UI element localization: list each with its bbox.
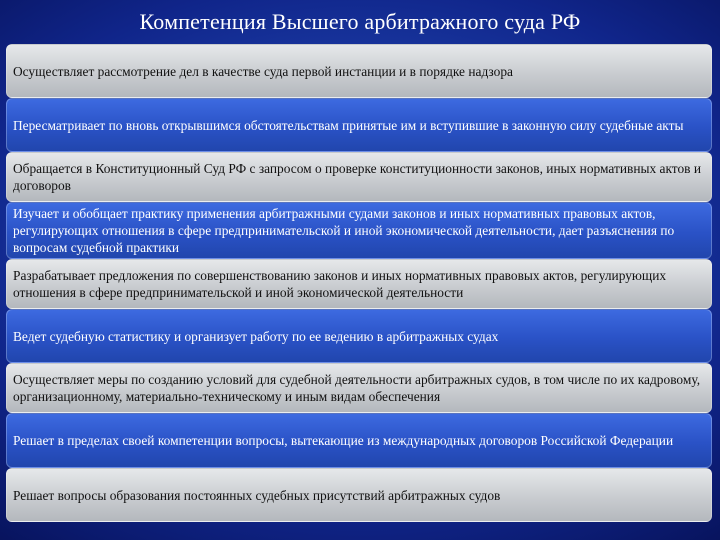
competence-item-text: Осуществляет рассмотрение дел в качестве суда первой инстанции и в порядке надзора [13, 63, 513, 79]
competence-item-8 [6, 413, 712, 468]
competence-item-text: Пересматривает по вновь открывшимся обстоятельствам принятые им и вступившие в законную силу судебные акты [13, 117, 684, 133]
competence-item-6 [6, 309, 712, 363]
competence-item-4 [6, 202, 712, 259]
competence-item-text: Осуществляет меры по созданию условий для судебной деятельности арбитражных судов, в том числе по их кадровому, организационному, материально-техническому и иным видам обеспечения [13, 372, 701, 404]
competence-item-1 [6, 44, 712, 98]
competence-list [6, 44, 712, 532]
competence-item-7 [6, 363, 712, 413]
competence-item-3 [6, 152, 712, 202]
competence-item-9 [6, 468, 712, 522]
competence-item-2 [6, 98, 712, 152]
competence-item-text: Обращается в Конституционный Суд РФ с запросом о проверке конституционности законов, иных нормативных актов и договоров [13, 161, 702, 193]
competence-item-text: Решает в пределах своей компетенции вопросы, вытекающие из международных договоров Российской Федерации [13, 433, 674, 448]
competence-item-text: Разрабатывает предложения по совершенствованию законов и иных нормативных правовых актов, регулирующих отношения в сфере предпринимательской и иной экономической деятельности [13, 268, 667, 300]
slide-title: Компетенция Высшего арбитражного суда РФ [139, 9, 581, 34]
competence-item-text: Ведет судебную статистику и организует работу по ее ведению в арбитражных судах [13, 328, 499, 344]
competence-item-5 [6, 259, 712, 309]
competence-item-text: Изучает и обобщает практику применения арбитражными судами законов и иных нормативных правовых актов, регулирующих отношения в сфере предпринимательской и иной экономической деятельности, дает разъяснения по вопросам судебной практики [13, 206, 675, 255]
competence-item-text: Решает вопросы образования постоянных судебных присутствий арбитражных судов [13, 487, 501, 503]
